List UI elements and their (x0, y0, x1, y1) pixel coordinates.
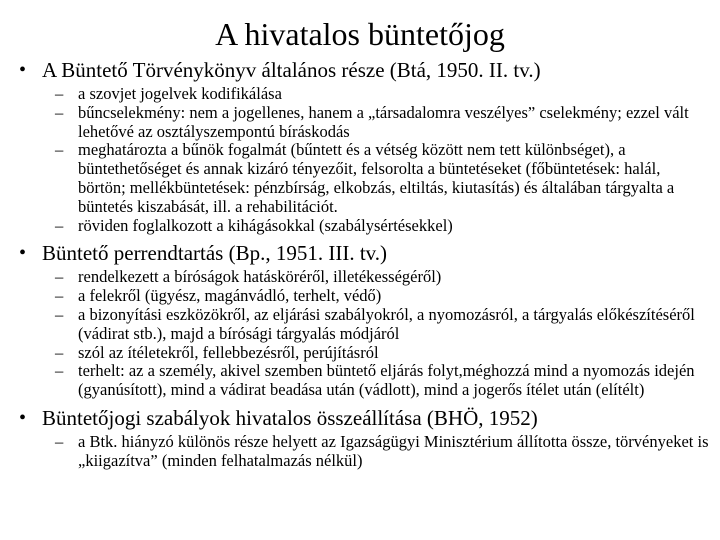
dash-icon: – (55, 286, 64, 306)
dash-icon: – (55, 361, 64, 381)
list-item (16, 344, 710, 363)
bullet-icon: • (19, 242, 27, 265)
list-item-text: a bizonyítási eszközökről, az eljárási szabályokról, a nyomozásról, a tárgyalás előkészítéséről (vádirat stb.), majd a bírósági tárgyalás módjáról (78, 304, 695, 343)
bullet-icon: • (19, 406, 27, 429)
list-item (16, 287, 710, 306)
list-item-text: röviden foglalkozott a kihágásokkal (szabálysértésekkel) (78, 215, 453, 235)
list-item-text: bűncselekmény: nem a jogellenes, hanem a „társadalomra veszélyes” cselekmény; ezzel vált lehetővé az osztályszempontú bíráskodás (78, 102, 689, 141)
list-item (16, 268, 710, 287)
dash-icon: – (55, 84, 64, 103)
section-heading: Büntetőjogi szabályok hivatalos összeállítása (BHÖ, 1952) (42, 405, 538, 430)
slide-title: A hivatalos büntetőjog (215, 16, 505, 52)
section-btk-general (16, 58, 710, 235)
list-item (16, 104, 710, 142)
slide-content (16, 54, 710, 475)
bullet-bho (16, 406, 710, 431)
section-bho (16, 406, 710, 471)
list-item-text: terhelt: az a személy, akivel szemben büntető eljárás folyt,méghozzá mind a nyomozás idején (gyanúsított), mind a vádirat beadása után (vádlott), mind a jogerős ítélet után (elítélt) (78, 361, 695, 400)
bullet-icon: • (19, 59, 27, 81)
dash-icon: – (55, 215, 64, 235)
dash-icon: – (55, 102, 64, 122)
sub-list (16, 85, 710, 235)
list-item (16, 217, 710, 236)
bullet-btk-general (16, 58, 710, 83)
list-item (16, 141, 710, 216)
dash-icon: – (55, 431, 64, 451)
list-item (16, 306, 710, 344)
list-item (16, 85, 710, 104)
dash-icon: – (55, 140, 64, 160)
dash-icon: – (55, 267, 64, 287)
sub-list (16, 433, 710, 471)
section-heading: A Büntető Törvénykönyv általános része (Btá, 1950. II. tv.) (42, 58, 541, 82)
list-item-text: meghatározta a bűnök fogalmát (bűntett és a vétség között nem tett különbséget), a büntethetőséget és annak kizáró tényezőit, felsorolta a büntetéseket (főbüntetések: halál, börtön; mellékbüntetések: pénzbírság, elkobzás, eltiltás, kiutasítás) és általában tárgyalta a büntetés kiszabását, ill. a rehabilitációt. (78, 140, 675, 216)
bullet-criminal-procedure (16, 241, 710, 266)
dash-icon: – (55, 342, 64, 362)
sub-list (16, 268, 710, 400)
list-item-text: a felekről (ügyész, magánvádló, terhelt, védő) (78, 286, 382, 306)
section-heading: Büntető perrendtartás (Bp., 1951. III. tv.) (42, 241, 388, 266)
list-item-text: a Btk. hiányzó különös része helyett az Igazságügyi Minisztérium állította össze, törvényeket is „kiigazítva” (minden felhatalmazás nélkül) (78, 431, 709, 470)
list-item (16, 433, 710, 471)
list-item-text: rendelkezett a bíróságok hatásköréről, illetékességéről) (78, 267, 442, 287)
section-criminal-procedure (16, 241, 710, 400)
list-item-text: a szovjet jogelvek kodifikálása (78, 84, 282, 103)
list-item (16, 362, 710, 400)
dash-icon: – (55, 304, 64, 324)
list-item-text: szól az ítéletekről, fellebbezésről, perújításról (78, 342, 379, 362)
